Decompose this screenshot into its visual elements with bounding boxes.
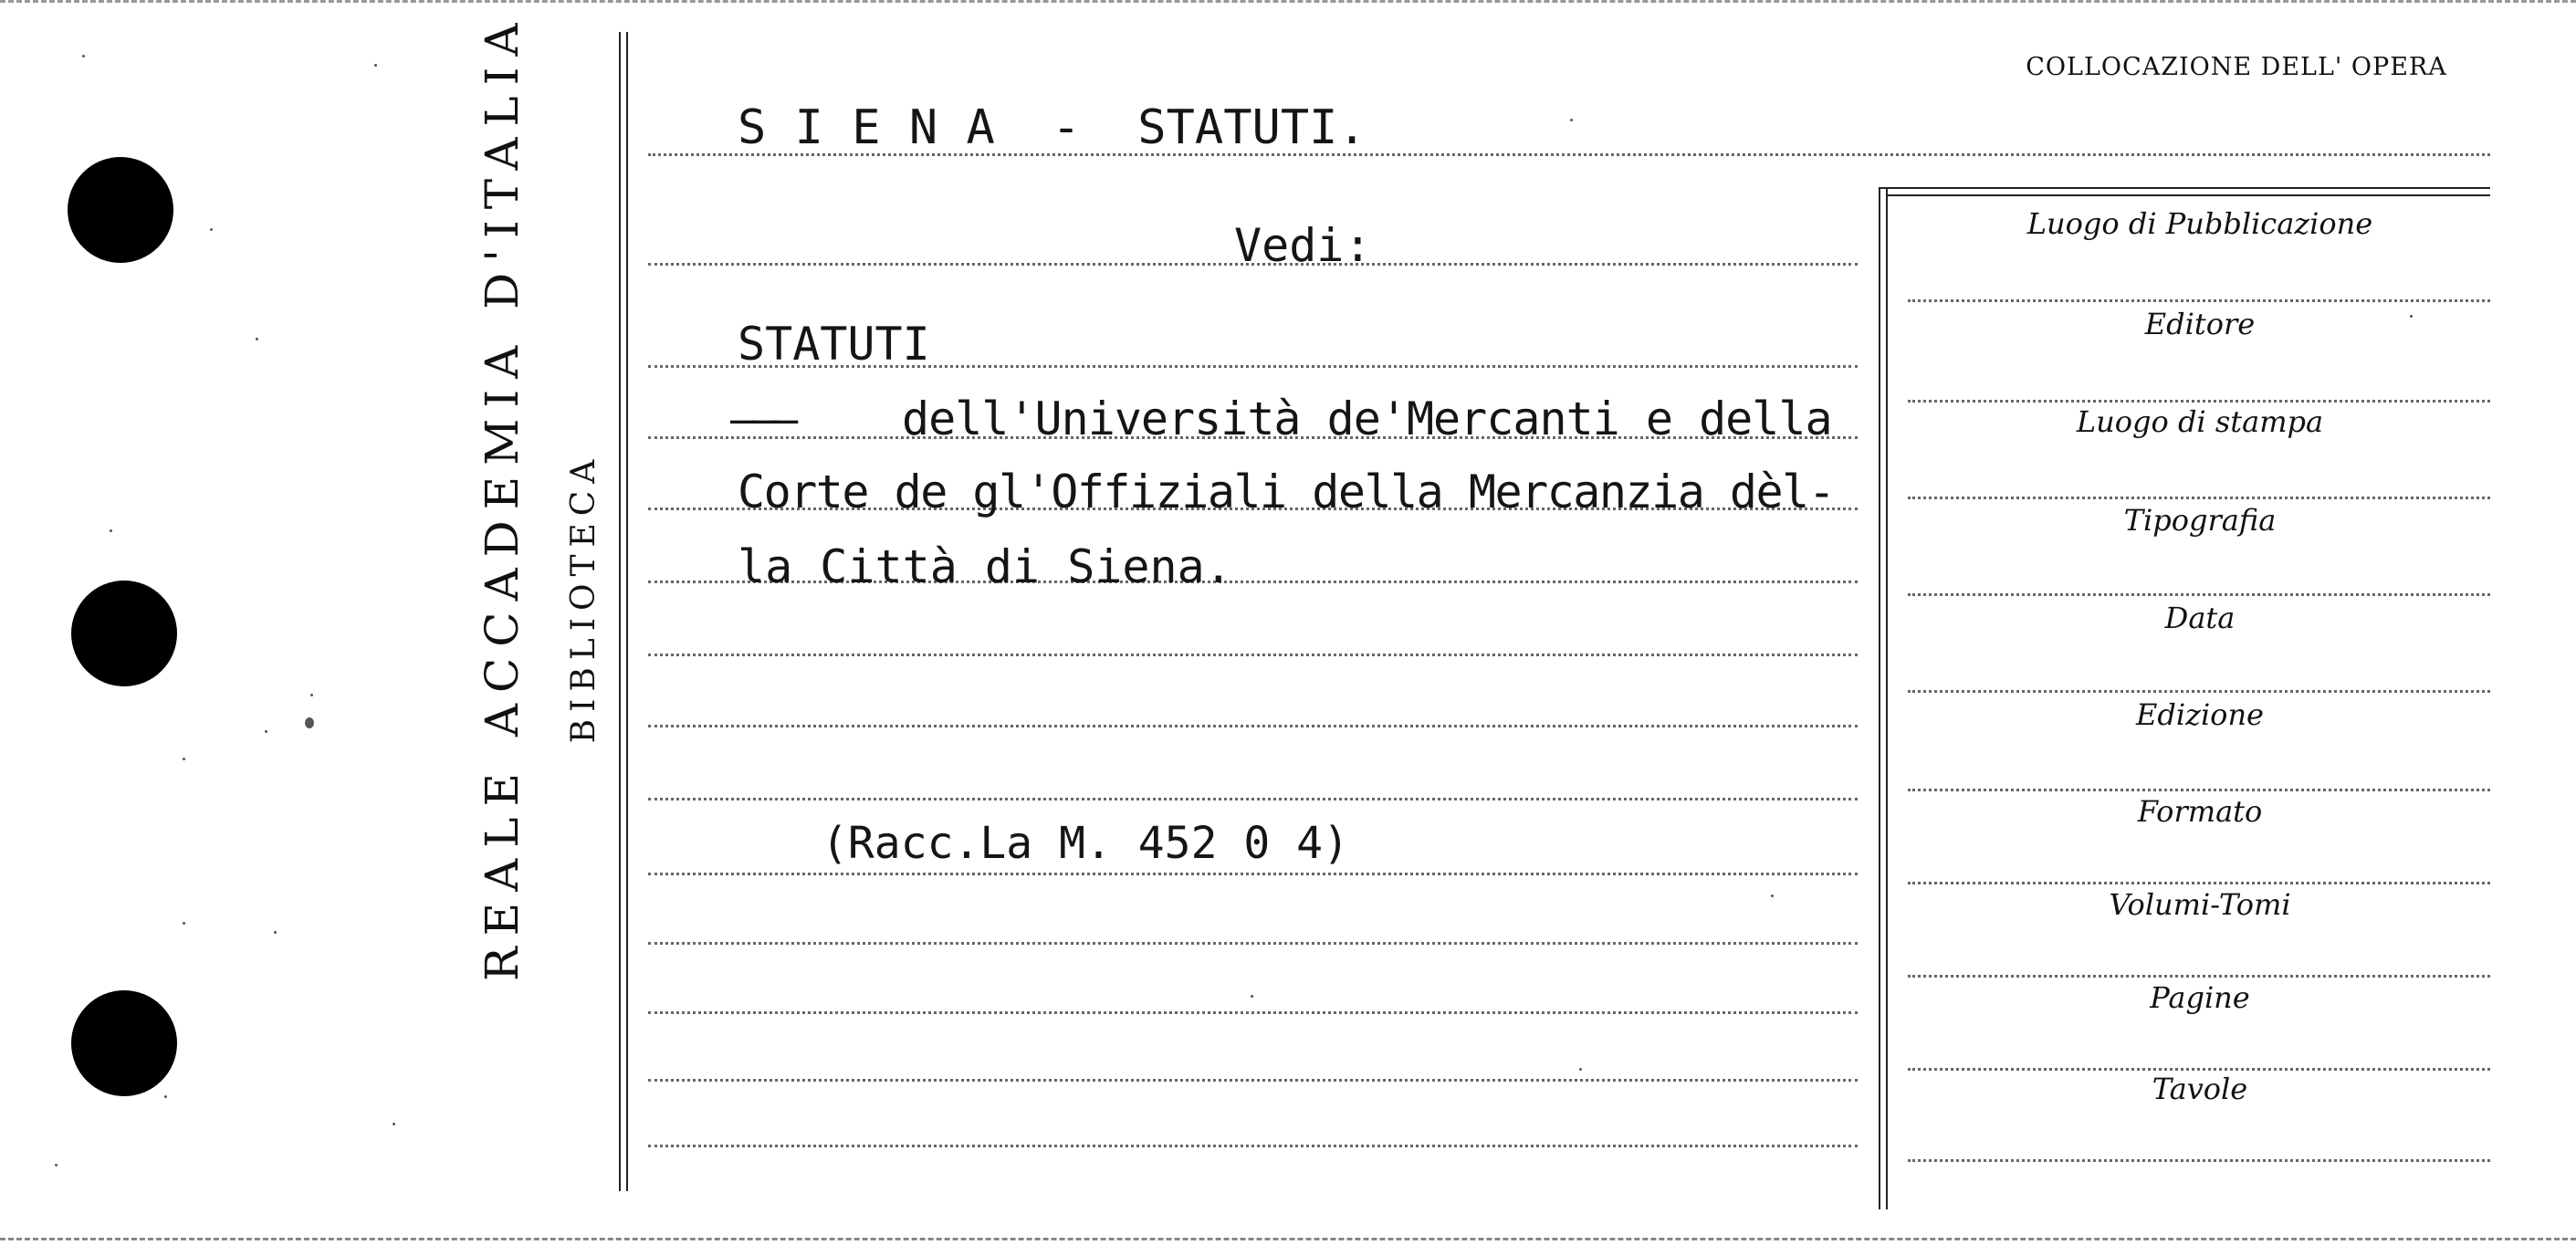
ruled-line [648,873,1858,875]
field-luogo-pubblicazione: Luogo di Pubblicazione [2026,206,2373,241]
scan-speck [393,1123,395,1125]
panel-ruled-line [1908,299,2490,302]
side-title: REALE ACCADEMIA D'ITALIA [476,12,529,981]
entry-line-3: la Città di Siena. [738,540,1232,593]
ruled-line [648,798,1858,800]
bottom-edge-mark [0,1238,2576,1240]
entry-line-2: Corte de gl'Offiziali della Mercanzia dèl- [738,466,1835,518]
panel-ruled-line [1908,789,2490,791]
binder-hole-bottom [71,990,177,1096]
scan-speck [1570,119,1573,121]
panel-top-rule [1879,187,2490,189]
see-label: Vedi: [1234,219,1372,272]
entry-heading: S I E N A - STATUTI. [738,100,1367,155]
ruled-line [648,942,1858,945]
panel-ruled-line [1908,1068,2490,1071]
shelfmark: (Racc.La M. 452 0 4) [822,818,1349,869]
scan-speck [183,758,185,760]
panel-left-rule-inner [1886,187,1888,1209]
scan-speck [310,694,313,696]
field-formato: Formato [2137,794,2263,829]
field-volumi-tomi: Volumi-Tomi [2109,887,2291,922]
scan-speck [210,228,213,231]
field-pagine: Pagine [2150,980,2250,1015]
panel-ruled-line [1908,593,2490,596]
scan-speck [374,64,377,67]
scan-speck [256,338,258,340]
panel-ruled-line [1908,690,2490,693]
scan-speck [274,931,277,934]
scan-speck [183,922,185,925]
panel-ruled-line [1908,1159,2490,1162]
scan-speck [55,1164,58,1167]
ruled-line [648,725,1858,727]
panel-left-rule [1879,187,1880,1209]
scan-speck [1579,1068,1582,1071]
binder-hole-middle [71,581,177,686]
ruled-line [648,1011,1858,1014]
entry-title-word: STATUTI [738,318,930,371]
top-edge-mark [0,0,2576,3]
panel-ruled-line [1908,400,2490,403]
scan-speck [305,717,314,728]
panel-ruled-line [1908,975,2490,978]
scan-speck [265,730,267,733]
ruled-line [648,1079,1858,1082]
scan-speck [1771,895,1774,897]
ruled-line [648,654,1858,656]
entry-dash: ——— [730,392,791,445]
field-tipografia: Tipografia [2123,503,2277,538]
scan-speck [164,1095,167,1098]
scan-speck [110,529,112,532]
field-tavole: Tavole [2152,1072,2248,1106]
panel-ruled-line [1908,882,2490,884]
collocazione-header: COLLOCAZIONE DELL' OPERA [2026,53,2447,81]
binder-hole-top [68,157,173,263]
main-left-rule-inner [626,32,628,1191]
main-left-rule [619,32,621,1191]
entry-line-1: dell'Università de'Mercanti e della [902,392,1832,445]
field-luogo-stampa: Luogo di stampa [2076,404,2324,439]
side-subtitle: BIBLIOTECA [565,452,602,744]
scan-speck [82,55,85,58]
panel-top-rule-inner [1886,194,2490,196]
scan-speck [1251,995,1253,998]
field-data: Data [2164,601,2236,635]
ruled-line [648,1145,1858,1147]
field-editore: Editore [2144,307,2256,341]
panel-ruled-line [1908,497,2490,499]
field-edizione: Edizione [2136,697,2264,732]
